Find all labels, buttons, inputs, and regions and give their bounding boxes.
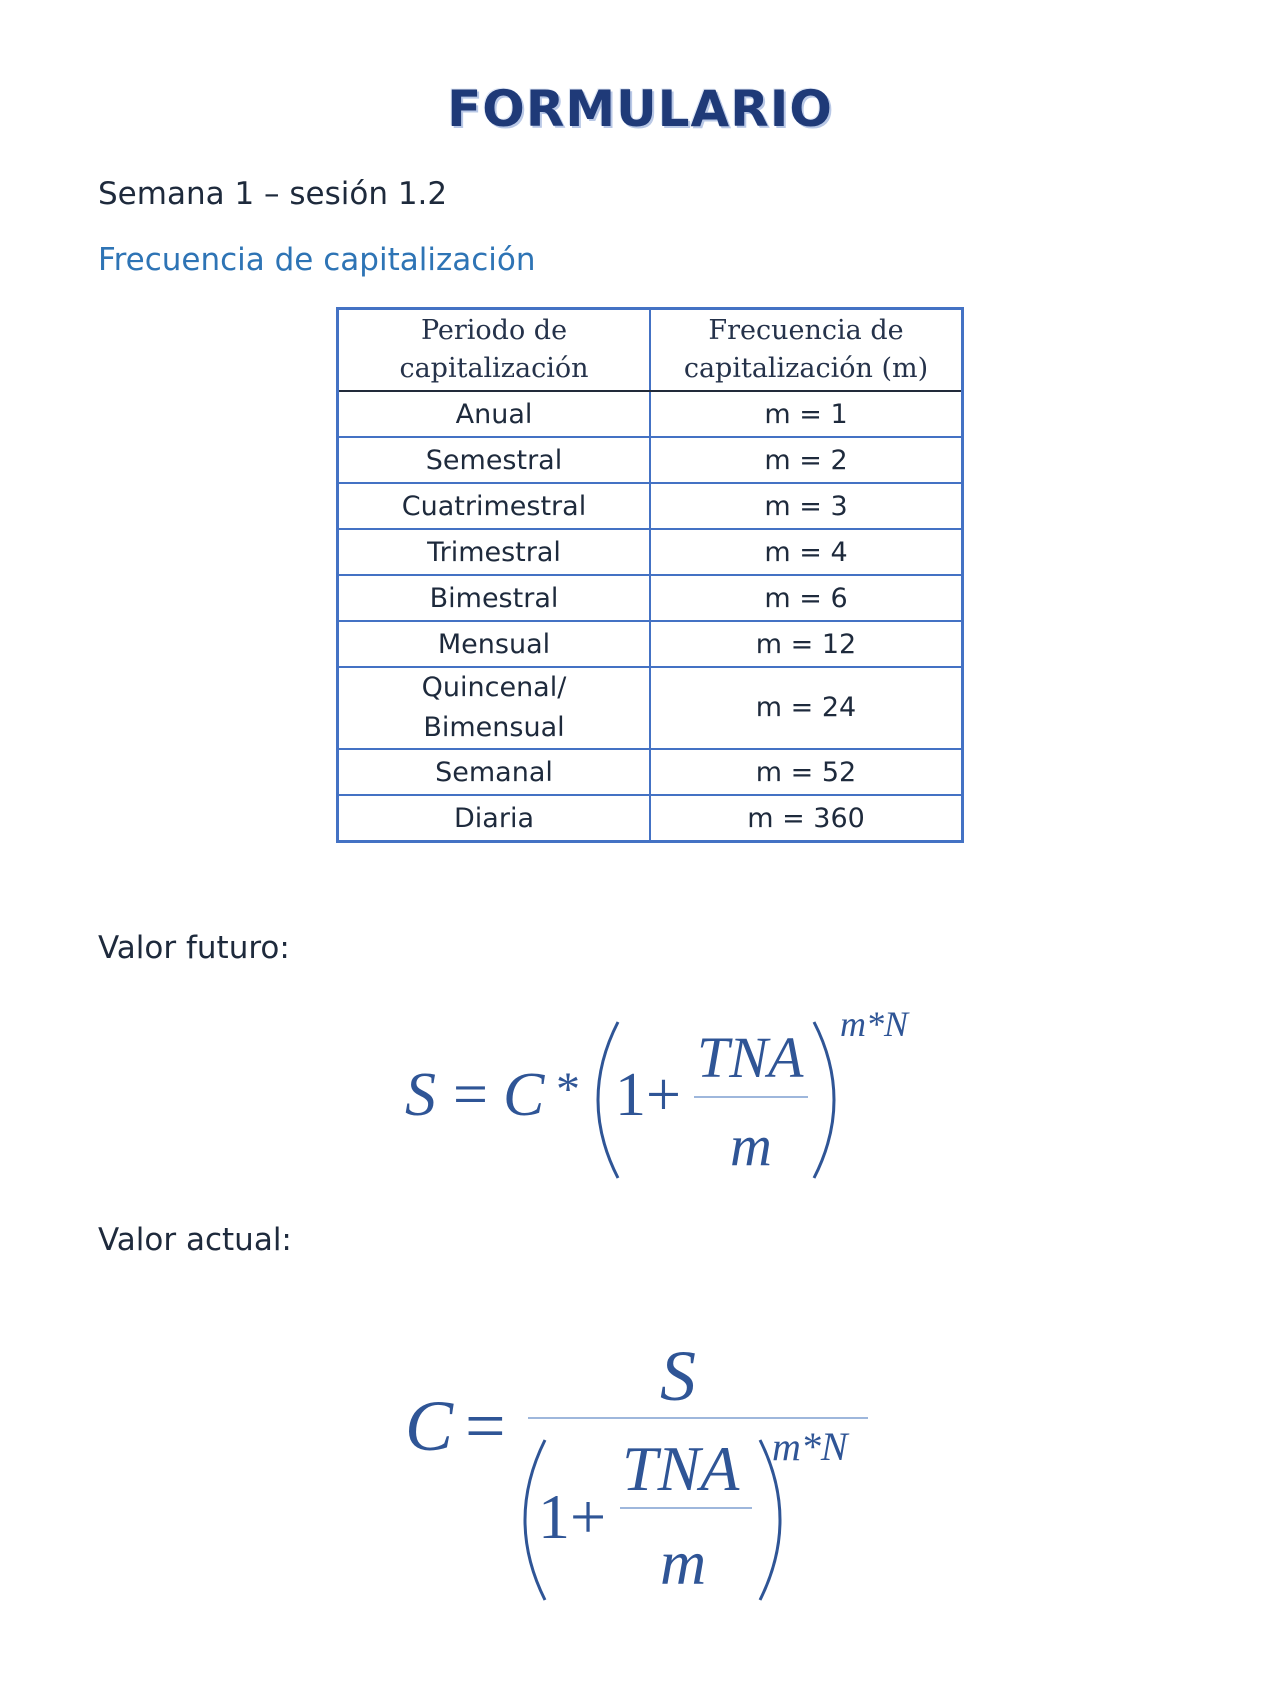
future-value-label: Valor futuro: [98,930,290,966]
table-row [338,621,963,667]
header-frequency-line-1: Frecuencia de [708,315,904,346]
period-cell: Anual [338,391,651,437]
frequency-cell: m = 3 [650,483,963,529]
header-period-line-2: capitalización [399,353,589,384]
frequency-cell: m = 12 [650,621,963,667]
pv-inner-numerator: TNA [622,1433,740,1504]
fv-one-plus: 1+ [615,1061,681,1129]
table-header-row [338,309,963,392]
period-cell: Trimestral [338,529,651,575]
capitalization-frequency-table [336,307,964,843]
header-frequency-line-2: capitalización (m) [683,353,929,384]
period-cell: Cuatrimestral [338,483,651,529]
fv-equals: = [453,1061,488,1129]
table-row [338,749,963,795]
frequency-cell: m = 24 [650,667,963,749]
pv-lhs-c: C [405,1386,454,1466]
page-title: FORMULARIO [447,80,833,138]
period-cell-line-2: Bimensual [423,712,565,743]
fv-denominator: m [730,1113,772,1178]
period-cell-line-1: Quincenal/ [421,672,567,703]
period-cell: Diaria [338,795,651,842]
header-frequency [650,309,963,392]
table-row [338,795,963,842]
fv-lhs-s: S [405,1061,436,1129]
frequency-cell: m = 1 [650,391,963,437]
present-value-formula-svg [0,1340,1280,1620]
fv-numerator: TNA [697,1025,804,1090]
period-cell: Semanal [338,749,651,795]
table-row [338,667,963,749]
future-value-formula [0,1000,1280,1204]
frequency-cell: m = 2 [650,437,963,483]
table-row [338,575,963,621]
table-row [338,437,963,483]
header-period [338,309,651,392]
pv-numerator: S [660,1340,696,1416]
pv-exponent: m*N [772,1424,848,1469]
section-heading: Frecuencia de capitalización [98,242,536,278]
fv-c: C [503,1061,545,1129]
fv-exponent: m*N [840,1004,909,1044]
fv-right-paren [814,1022,834,1178]
pv-inner-denominator: m [660,1527,707,1598]
frequency-cell: m = 4 [650,529,963,575]
pv-equals: = [465,1386,506,1466]
present-value-formula [0,1340,1280,1624]
header-period-line-1: Periodo de [420,315,568,346]
period-cell: Semestral [338,437,651,483]
session-subtitle: Semana 1 – sesión 1.2 [98,176,448,212]
capitalization-table-container [336,307,964,843]
frequency-cell: m = 6 [650,575,963,621]
period-cell: Bimestral [338,575,651,621]
period-cell [338,667,651,749]
frequency-cell: m = 52 [650,749,963,795]
table-row [338,483,963,529]
fv-times: * [556,1063,580,1116]
pv-one-plus: 1+ [538,1481,607,1552]
table-row [338,529,963,575]
future-value-formula-svg [0,1000,1280,1200]
period-cell: Mensual [338,621,651,667]
present-value-label: Valor actual: [98,1222,292,1258]
frequency-cell: m = 360 [650,795,963,842]
table-row [338,391,963,437]
